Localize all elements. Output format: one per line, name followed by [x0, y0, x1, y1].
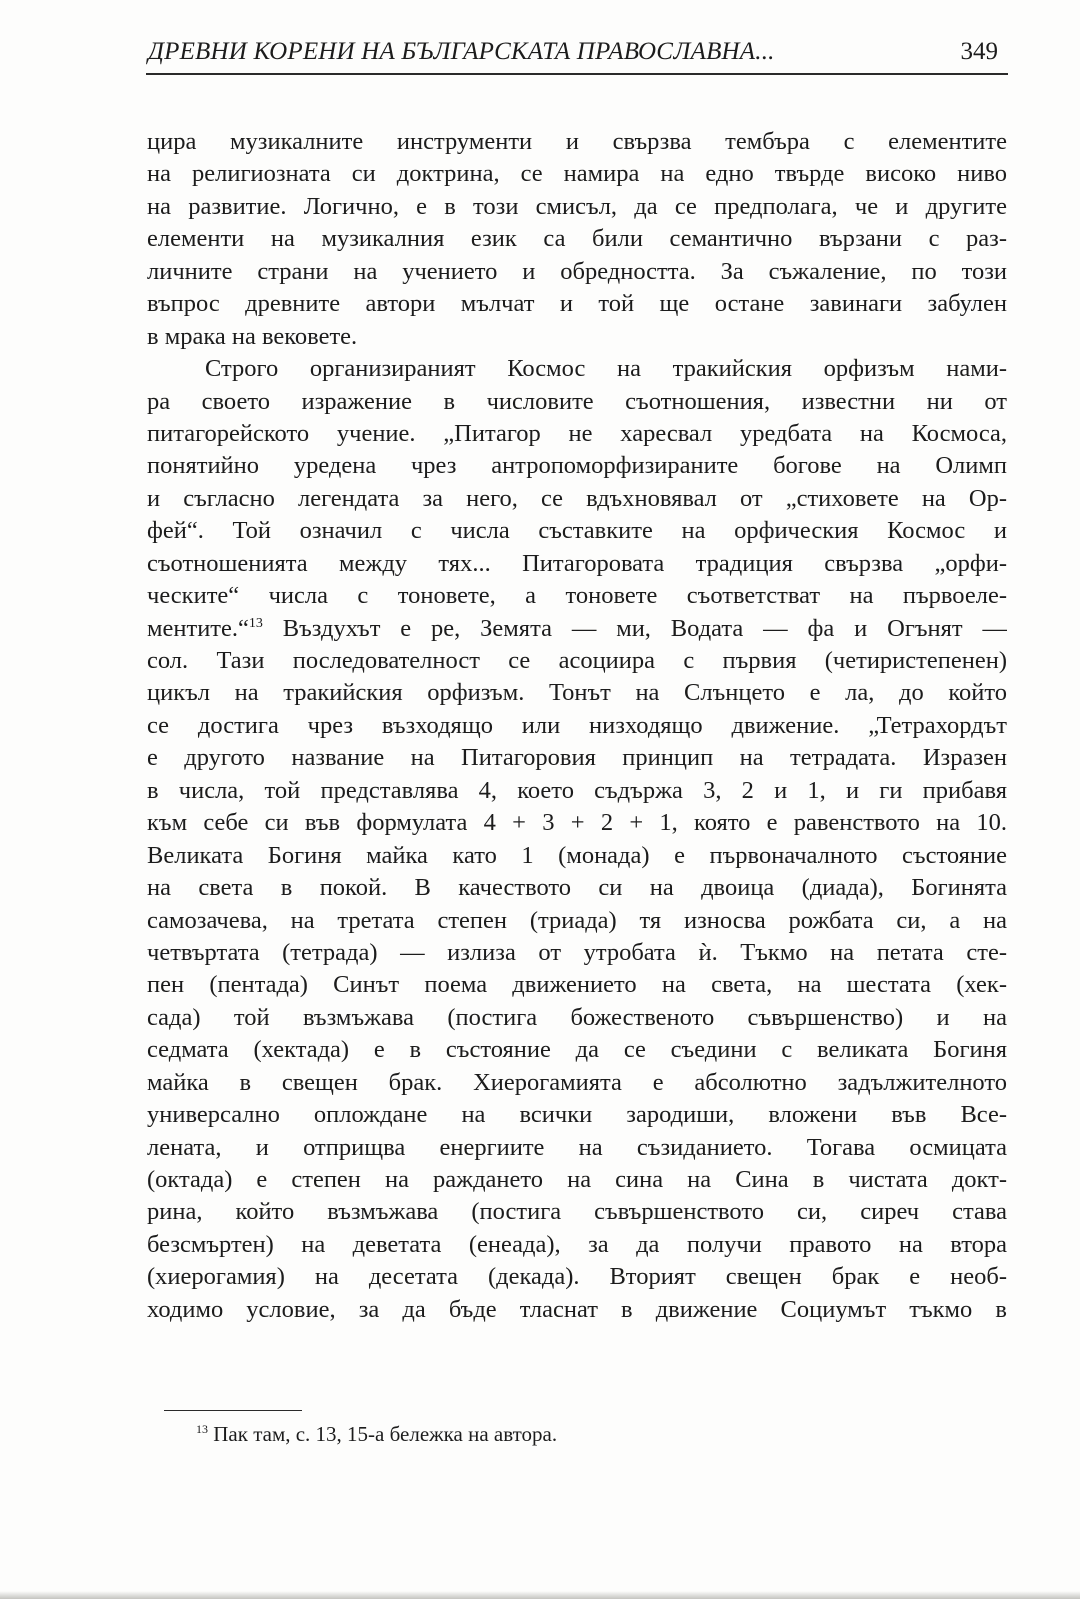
footnote-number: 13	[196, 1422, 208, 1436]
text-line: безсмъртен) на деветата (енеада), за да получи правото на втора	[147, 1230, 1007, 1258]
text-line: сада) той възмъжава (постига божественото съвършенство) и на	[147, 1003, 1007, 1031]
text-line: универсално оплождане на всички зародиши, вложени във Все-	[147, 1101, 1007, 1129]
text-line: (хиерогамия) на десетата (декада). Вторият свещен брак е необ-	[147, 1263, 1007, 1291]
page-number: 349	[960, 38, 998, 65]
text-line: седмата (хектада) е в състояние да се съедини с великата Богиня	[147, 1036, 1007, 1064]
text-line: съотношенията между тях... Питагоровата традиция свързва „орфи-	[147, 549, 1007, 577]
text-line: (октада) е степен на раждането на сина на Сина в чистата докт-	[147, 1166, 1007, 1193]
text-line: цира музикалните инструменти и свързва тембъра с елементите	[147, 128, 1007, 155]
page-header	[148, 38, 1006, 78]
text-line: към себе си във формулата 4 + 3 + 2 + 1, която е равенството на 10.	[147, 809, 1007, 837]
text-line: Великата Богиня майка като 1 (монада) е първоначалното състояние	[147, 841, 1007, 869]
text-line: в мрака на вековете.	[147, 322, 358, 350]
text-line: лената, и отприщва енергиите на съзиданието. Тогава осмицата	[147, 1133, 1007, 1161]
text-line: в числа, той представлява 4, което съдържа 3, 2 и 1, и ги прибавя	[147, 776, 1007, 804]
text-line: ческите“ числа с тоновете, а тоновете съответстват на първоеле-	[147, 582, 1007, 610]
text-line: сол. Тази последователност се асоциира с първия (четиристепенен)	[147, 647, 1007, 674]
text-line: е другото название на Питагоровия принцип на тетрадата. Изразен	[147, 744, 1007, 772]
text-line: Строго организираният Космос на тракийския орфизъм нами-	[205, 355, 1007, 383]
text-line: ра своето изражение в числовите съотношения, известни ни от	[147, 387, 1007, 415]
footnote-text: Пак там, с. 13, 15-а бележка на автора.	[208, 1422, 558, 1446]
text-line: пен (пентада) Синът поема движението на света, на шестата (хек-	[147, 971, 1007, 999]
text-line: на религиозната си доктрина, се намира на едно твърде високо ниво	[147, 160, 1007, 188]
text-line: се достига чрез възходящо или низходящо движение. „Тетрахордът	[147, 711, 1007, 739]
text-line: самозачева, на третата степен (триада) тя износва рожбата си, а на	[147, 906, 1007, 934]
text-line: и съгласно легендата за него, се вдъхновявал от „стиховете на Ор-	[147, 484, 1007, 512]
text-line: фей“. Той означил с числа съставките на орфическия Космос и	[147, 517, 1007, 545]
footnote-ref: 13	[248, 615, 263, 631]
text-segment: ментите.“	[147, 614, 249, 642]
text-line: елементи на музикалния език са били семантично вързани с раз-	[147, 225, 1007, 253]
text-line: понятийно уредена чрез антропоморфизираните богове на Олимп	[147, 452, 1007, 480]
text-line: на развитие. Логично, е в този смисъл, да се предполага, че и другите	[147, 192, 1007, 220]
text-line: рина, който възмъжава (постига съвършенството си, сиреч става	[147, 1198, 1007, 1226]
text-line: майка в свещен брак. Хиерогамията е абсолютно задължителното	[147, 1068, 1007, 1096]
running-head: ДРЕВНИ КОРЕНИ НА БЪЛГАРСКАТА ПРАВОСЛАВНА...	[148, 38, 775, 65]
footnote	[196, 1422, 557, 1447]
text-line: питагорейското учение. „Питагор не харесвал уредбата на Космоса,	[147, 419, 1007, 447]
text-segment: Въздухът е ре, Земята — ми, Водата — фа и Огънят —	[262, 614, 1007, 642]
body-text	[147, 126, 1007, 1326]
text-line: личните страни на учението и обредността. За съжаление, по този	[147, 257, 1007, 285]
text-line: ходимо условие, за да бъде тласнат в движение Социумът тъкмо в	[147, 1295, 1007, 1323]
text-line: цикъл на тракийския орфизъм. Тонът на Слънцето е ла, до който	[147, 679, 1007, 707]
text-line: на света в покой. В качеството си на двоица (диада), Богинята	[147, 874, 1007, 902]
text-line-with-footnote	[147, 613, 1007, 645]
header-rule	[146, 73, 1008, 75]
text-line: въпрос древните автори мълчат и той ще остане завинаги забулен	[147, 290, 1007, 318]
footnote-rule	[164, 1410, 302, 1411]
scan-edge	[0, 1591, 1080, 1599]
text-line: четвъртата (тетрада) — излиза от утробата ѝ. Тъкмо на петата сте-	[147, 938, 1007, 966]
